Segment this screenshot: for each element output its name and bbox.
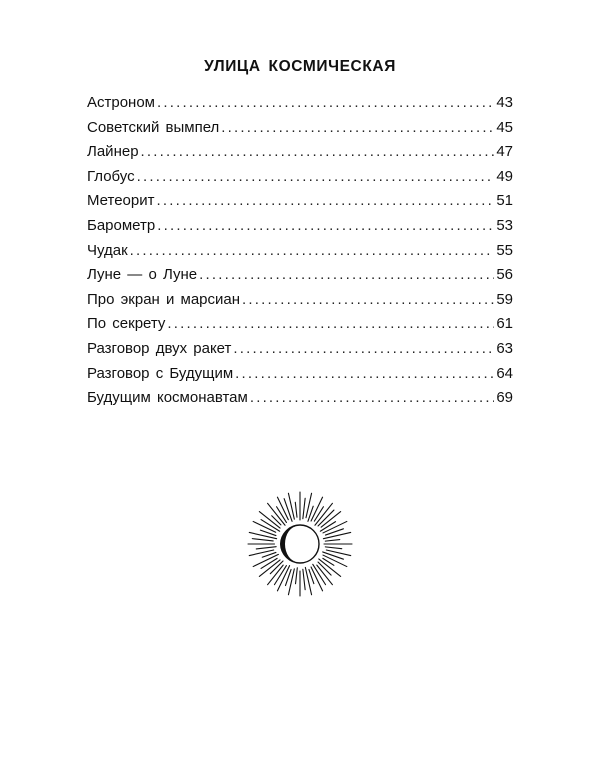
sun-ray (295, 502, 297, 517)
toc-entry-page: 69 (496, 389, 513, 407)
page-title: УЛИЦА КОСМИЧЕСКАЯ (204, 58, 396, 75)
dot-leader (167, 315, 494, 332)
toc-entry-page: 45 (496, 118, 513, 136)
sun-rays (248, 492, 352, 596)
toc-entry-title: Глобус (87, 167, 135, 185)
toc-entry (87, 217, 513, 242)
dot-leader (242, 291, 494, 308)
toc-entry (87, 143, 513, 168)
sun-ray (314, 507, 323, 521)
toc-entry-title: Лайнер (87, 143, 139, 161)
dot-leader (130, 242, 495, 259)
toc-entry-page: 63 (496, 339, 513, 357)
toc-entry-page: 59 (496, 290, 513, 308)
toc-entry-page: 53 (496, 216, 513, 234)
dot-leader (235, 365, 494, 382)
toc-entry (87, 365, 513, 390)
toc-entry-page: 61 (496, 315, 513, 333)
toc-entry-title: Метеорит (87, 192, 155, 210)
toc-entry-page: 49 (496, 167, 513, 185)
toc-entry-title: Разговор с Будущим (87, 364, 234, 382)
toc-entry-page: 55 (496, 241, 513, 259)
sun-ray (325, 540, 339, 542)
sun-ray (261, 558, 277, 568)
toc-entry (87, 315, 513, 340)
sun-ray (272, 516, 281, 525)
dot-leader (157, 94, 494, 111)
dot-leader (137, 168, 495, 185)
sun-ray (303, 569, 305, 589)
toc-entry-title: Барометр (87, 216, 156, 234)
toc-entry-title: Астроном (87, 94, 155, 111)
dot-leader (221, 119, 494, 136)
toc-entry (87, 119, 513, 144)
toc-entry-title: По секрету (87, 315, 166, 333)
sun-ray (323, 532, 350, 538)
toc-entry (87, 340, 513, 365)
dot-leader (199, 266, 494, 283)
sun-ray (252, 539, 273, 541)
toc-entry-title: Луне — о Луне (87, 266, 198, 284)
dot-leader (141, 143, 495, 160)
dot-leader (250, 389, 494, 406)
sun-ray (256, 547, 276, 549)
dot-leader (233, 340, 494, 357)
sun-ray (303, 498, 305, 518)
toc-entry-page: 51 (496, 192, 513, 210)
toc-entry-title: Чудак (87, 241, 128, 259)
dot-leader (157, 217, 494, 234)
toc-entry-title: Будущим космонавтам (87, 389, 248, 407)
toc-entry (87, 192, 513, 217)
sun-crescent-moon-icon (240, 484, 360, 604)
sun-ray (288, 493, 294, 519)
sun-ray (305, 567, 311, 594)
sun-ray (288, 569, 294, 595)
toc-entry (87, 291, 513, 316)
crescent-moon (280, 526, 298, 562)
toc-entry (87, 168, 513, 193)
sun-ray (325, 547, 341, 549)
sun-ray (249, 532, 276, 538)
toc-entry-title: Разговор двух ракет (87, 339, 232, 357)
sun-ray (325, 529, 343, 535)
sun-ray (296, 568, 298, 584)
toc-entry-page: 43 (496, 94, 513, 111)
toc-entry-title: Советский вымпел (87, 118, 220, 136)
toc-entry-page: 64 (496, 364, 513, 382)
toc-entry (87, 389, 513, 414)
toc-entry-title: Про экран и марсиан (87, 290, 241, 308)
toc-entry (87, 242, 513, 267)
toc-entry (87, 94, 513, 119)
dot-leader (157, 192, 495, 209)
toc-entry-page: 47 (496, 143, 513, 161)
table-of-contents (87, 94, 513, 414)
toc-entry (87, 266, 513, 291)
toc-entry-page: 56 (496, 266, 513, 284)
